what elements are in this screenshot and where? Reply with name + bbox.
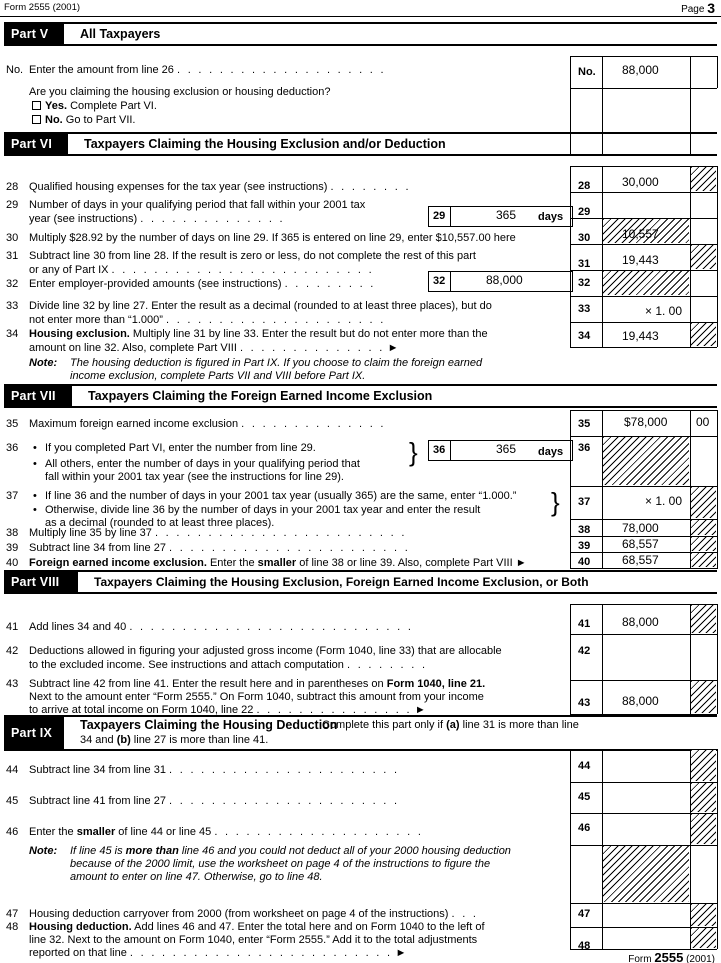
line-36-brace: } bbox=[409, 437, 418, 467]
part-viii-bar bbox=[4, 570, 717, 594]
line-29-unit: days bbox=[538, 211, 564, 223]
line-29-inline-div bbox=[450, 206, 451, 227]
line-44-box-number: 44 bbox=[578, 760, 591, 772]
line-40-value: 68,557 bbox=[622, 553, 659, 567]
line-44-number: 44 bbox=[6, 764, 19, 776]
vii-rule-40 bbox=[570, 568, 717, 569]
line-30-text: Multiply $28.92 by the number of days on line 29. If 365 is entered on line 29, enter $10,557.00 here bbox=[29, 232, 516, 244]
hatch-48-cents bbox=[691, 928, 716, 948]
line-46-note-1: If line 45 is more than line 46 and you could not deduct all of your 2000 housing deduction bbox=[70, 845, 511, 857]
form-id: Form 2555 (2001) bbox=[4, 2, 81, 13]
part-v-tag: Part V bbox=[4, 24, 64, 44]
part-vii-title: Taxpayers Claiming the Foreign Earned Income Exclusion bbox=[88, 389, 433, 403]
no-text: Go to Part VII. bbox=[65, 114, 136, 126]
part-vii-tag: Part VII bbox=[4, 386, 72, 406]
ix-col-rule-1 bbox=[570, 749, 571, 949]
vi-rule-32 bbox=[570, 296, 717, 297]
col-rule-4 bbox=[717, 56, 718, 88]
line-34-note-1: The housing deduction is figured in Part IX. If you choose to claim the foreign earned bbox=[70, 357, 483, 369]
vi-col-rule-4 bbox=[717, 166, 718, 347]
line-35-box-number: 35 bbox=[578, 418, 591, 430]
page-indicator bbox=[681, 0, 715, 16]
line-29-box-number: 29 bbox=[578, 206, 591, 218]
line-43-box-number: 43 bbox=[578, 697, 591, 709]
line-27-number: No. bbox=[6, 64, 24, 76]
hatch-line-32 bbox=[603, 271, 689, 295]
part-vi-bar bbox=[4, 132, 717, 156]
line-29-number: 29 bbox=[6, 199, 19, 211]
hatch-38-cents bbox=[691, 520, 716, 535]
line-37-number: 37 bbox=[6, 490, 19, 502]
vii-col-rule-4 bbox=[717, 410, 718, 569]
line-37-text-1: If line 36 and the number of days in your 2001 tax year (usually 365) are the same, enter “1.000.” bbox=[45, 490, 517, 502]
hatch-line-46-note bbox=[603, 846, 689, 902]
hatch-44-cents bbox=[691, 750, 716, 781]
line-27-yes-option[interactable] bbox=[32, 100, 157, 113]
line-39-box-number: 39 bbox=[578, 540, 591, 552]
line-45-box-number: 45 bbox=[578, 791, 591, 803]
line-33-box-number: 33 bbox=[578, 303, 591, 315]
vii-col-rule-1 bbox=[570, 410, 571, 569]
page-number: 3 bbox=[707, 0, 715, 16]
line-31-number: 31 bbox=[6, 250, 19, 262]
line-27-text: Enter the amount from line 26 . . . . . . . . . . . . . . . . . . . . bbox=[29, 64, 386, 76]
line-33-text-1: Divide line 32 by line 27. Enter the result as a decimal (rounded to at least three places), but do bbox=[29, 300, 492, 312]
ix-col-rule-4 bbox=[717, 749, 718, 949]
part-ix-bar bbox=[4, 715, 717, 751]
line-32-number: 32 bbox=[6, 278, 19, 290]
line-37-bullet-2: • bbox=[33, 504, 37, 516]
line-40-number: 40 bbox=[6, 557, 19, 569]
line-28-number: 28 bbox=[6, 181, 19, 193]
line-30-number: 30 bbox=[6, 232, 19, 244]
line-29-text-1: Number of days in your qualifying period that fall within your 2001 tax bbox=[29, 199, 366, 211]
line-43-text-1: Subtract line 42 from line 41. Enter the result here and in parentheses on Form 1040, line 21. bbox=[29, 678, 486, 690]
line-48-text-1: Housing deduction. Add lines 46 and 47. Enter the total here and on Form 1040 to the left of bbox=[29, 921, 485, 933]
line-31-value: 19,443 bbox=[622, 253, 659, 267]
line-27-box-number: No. bbox=[578, 66, 596, 78]
line-46-note-3: amount to enter on line 47. Otherwise, go to line 48. bbox=[70, 871, 323, 883]
part-v-bar bbox=[4, 22, 717, 46]
footer-form-number: 2555 bbox=[654, 950, 684, 963]
vi-rule-34 bbox=[570, 347, 717, 348]
line-30-value: 10,557 bbox=[622, 227, 659, 241]
footer-label: Form bbox=[628, 954, 652, 963]
line-36-inline-number: 36 bbox=[433, 444, 446, 456]
line-28-box-number: 28 bbox=[578, 180, 591, 192]
line-48-text-3: reported on that line . . . . . . . . . . . . . . . . . . . . . . . . . ► bbox=[29, 947, 407, 959]
part-vi-title: Taxpayers Claiming the Housing Exclusion and/or Deduction bbox=[84, 137, 446, 151]
hatch-41-cents bbox=[691, 605, 716, 633]
viii-col-rule-1 bbox=[570, 604, 571, 714]
page-label: Page bbox=[681, 4, 705, 15]
line-48-number: 48 bbox=[6, 921, 19, 933]
line-36-text-2b: fall within your 2001 tax year (see the instructions for line 29). bbox=[45, 471, 344, 483]
line-34-box-number: 34 bbox=[578, 330, 591, 342]
col-bot-1 bbox=[570, 88, 717, 89]
line-43-number: 43 bbox=[6, 678, 19, 690]
line-29-text-2: year (see instructions) . . . . . . . . . . . . . . bbox=[29, 213, 285, 225]
page-header bbox=[0, 0, 721, 16]
line-34-text-1: Housing exclusion. Multiply line 31 by line 33. Enter the result but do not enter more than the bbox=[29, 328, 488, 340]
line-36-text-2a: All others, enter the number of days in your qualifying period that bbox=[45, 458, 360, 470]
part-v-title: All Taxpayers bbox=[80, 27, 161, 41]
line-43-text-3: to arrive at total income on Form 1040, line 22 . . . . . . . . . . . . . . . ► bbox=[29, 704, 426, 716]
line-36-unit: days bbox=[538, 446, 564, 458]
line-34-value: 19,443 bbox=[622, 329, 659, 343]
line-37-value: × 1. 00 bbox=[645, 494, 683, 508]
line-43-value: 88,000 bbox=[622, 694, 659, 708]
hatch-43-cents bbox=[691, 681, 716, 713]
hatch-47-cents bbox=[691, 904, 716, 926]
vii-top-rule bbox=[570, 410, 717, 411]
line-32-inline-div bbox=[450, 271, 451, 292]
no-label: No. bbox=[45, 114, 63, 126]
line-39-text: Subtract line 34 from line 27 . . . . . . . . . . . . . . . . . . . . . . . bbox=[29, 542, 411, 554]
line-42-box-number: 42 bbox=[578, 645, 591, 657]
line-46-note-2: because of the 2000 limit, use the worksheet on page 4 of the instructions to figure the bbox=[70, 858, 491, 870]
col-top-1 bbox=[570, 56, 717, 57]
line-38-number: 38 bbox=[6, 527, 19, 539]
line-37-box-number: 37 bbox=[578, 496, 591, 508]
line-40-box-number: 40 bbox=[578, 556, 591, 568]
line-42-number: 42 bbox=[6, 645, 19, 657]
line-34-text-2: amount on line 32. Also, complete Part VIII . . . . . . . . . . . . . . ► bbox=[29, 342, 399, 354]
line-37-brace: } bbox=[551, 487, 560, 517]
line-34-number: 34 bbox=[6, 328, 19, 340]
part-ix-sub-2: 34 and (b) line 27 is more than line 41. bbox=[80, 734, 269, 746]
line-45-number: 45 bbox=[6, 795, 19, 807]
line-35-text: Maximum foreign earned income exclusion . . . . . . . . . . . . . . bbox=[29, 418, 386, 430]
line-36-bullet-1: • bbox=[33, 442, 37, 454]
line-36-text-1: If you completed Part VI, enter the number from line 29. bbox=[45, 442, 316, 454]
line-36-inline-div bbox=[450, 440, 451, 461]
hatch-40-cents bbox=[691, 553, 716, 567]
viii-col-rule-2 bbox=[602, 604, 603, 714]
line-41-value: 88,000 bbox=[622, 615, 659, 629]
line-31-text-2: or any of Part IX . . . . . . . . . . . . . . . . . . . . . . . . . bbox=[29, 264, 374, 276]
line-47-text: Housing deduction carryover from 2000 (from worksheet on page 4 of the instructions) . . . bbox=[29, 908, 479, 920]
line-48-text-2: line 32. Next to the amount on Form 1040, enter “Form 2555.” Add it to the total adjustments bbox=[29, 934, 478, 946]
line-28-text: Qualified housing expenses for the tax year (see instructions) . . . . . . . . bbox=[29, 181, 411, 193]
hatch-31-cents bbox=[691, 245, 716, 269]
hatch-34-cents bbox=[691, 323, 716, 346]
line-38-text: Multiply line 35 by line 37 . . . . . . . . . . . . . . . . . . . . . . . . bbox=[29, 527, 407, 539]
part-vi-tag: Part VI bbox=[4, 134, 68, 154]
line-28-value: 30,000 bbox=[622, 175, 659, 189]
line-43-text-2: Next to the amount enter “Form 2555.” On Form 1040, subtract this amount from your income bbox=[29, 691, 484, 703]
line-46-number: 46 bbox=[6, 826, 19, 838]
line-44-text: Subtract line 34 from line 31 . . . . . . . . . . . . . . . . . . . . . . bbox=[29, 764, 400, 776]
no-checkbox[interactable] bbox=[32, 115, 41, 124]
header-rule bbox=[0, 16, 721, 17]
yes-text: Complete Part VI. bbox=[70, 100, 157, 112]
line-38-value: 78,000 bbox=[622, 521, 659, 535]
part-vii-bar bbox=[4, 384, 717, 408]
line-27-no-option[interactable] bbox=[32, 114, 136, 127]
footer-year: (2001) bbox=[686, 954, 715, 963]
line-46-text: Enter the smaller of line 44 or line 45 . . . . . . . . . . . . . . . . . . . . bbox=[29, 826, 424, 838]
viii-rule-41 bbox=[570, 634, 717, 635]
hatch-46-cents bbox=[691, 814, 716, 844]
line-41-box-number: 41 bbox=[578, 618, 591, 630]
line-32-box-number: 32 bbox=[578, 277, 591, 289]
part-ix-sub-1: Complete this part only if (a) line 31 is more than line bbox=[322, 719, 579, 731]
vii-col-rule-2 bbox=[602, 410, 603, 569]
line-38-box-number: 38 bbox=[578, 524, 591, 536]
hatch-line-36 bbox=[603, 437, 689, 485]
viii-col-rule-4 bbox=[717, 604, 718, 714]
yes-checkbox[interactable] bbox=[32, 101, 41, 110]
line-31-text-1: Subtract line 30 from line 28. If the result is zero or less, do not complete the rest of this part bbox=[29, 250, 476, 262]
vi-rule-28 bbox=[570, 192, 717, 193]
line-36-bullet-2: • bbox=[33, 458, 37, 470]
line-33-value: × 1. 00 bbox=[645, 304, 683, 318]
line-29-inline-number: 29 bbox=[433, 210, 446, 222]
line-30-box-number: 30 bbox=[578, 232, 591, 244]
line-33-text-2: not enter more than “1.000” . . . . . . . . . . . . . . . . . . . . . bbox=[29, 314, 386, 326]
line-42-text-1: Deductions allowed in figuring your adjusted gross income (Form 1040, line 33) that are allocable bbox=[29, 645, 502, 657]
line-45-text: Subtract line 41 from line 27 . . . . . . . . . . . . . . . . . . . . . . bbox=[29, 795, 400, 807]
line-40-text: Foreign earned income exclusion. Enter the smaller of line 38 or line 39. Also, complete Part VIII ► bbox=[29, 557, 527, 569]
vi-col-rule-2 bbox=[602, 166, 603, 347]
line-27-value: 88,000 bbox=[622, 63, 659, 77]
line-47-box-number: 47 bbox=[578, 908, 591, 920]
line-37-text-2a: Otherwise, divide line 36 by the number of days in your 2001 tax year and enter the result bbox=[45, 504, 481, 516]
line-37-text-2b: as a decimal (rounded to at least three places). bbox=[45, 517, 275, 529]
hatch-39-cents bbox=[691, 537, 716, 551]
line-36-number: 36 bbox=[6, 442, 19, 454]
line-27-question: Are you claiming the housing exclusion or housing deduction? bbox=[29, 86, 331, 98]
line-33-number: 33 bbox=[6, 300, 19, 312]
line-41-number: 41 bbox=[6, 621, 19, 633]
line-37-bullet-1: • bbox=[33, 490, 37, 502]
line-39-value: 68,557 bbox=[622, 537, 659, 551]
hatch-28-cents bbox=[691, 167, 716, 191]
line-46-box-number: 46 bbox=[578, 822, 591, 834]
line-46-note-label: Note: bbox=[29, 845, 58, 857]
line-48-box-number: 48 bbox=[578, 940, 591, 952]
line-35-number: 35 bbox=[6, 418, 19, 430]
part-ix-tag: Part IX bbox=[4, 717, 64, 749]
line-32-inline-number: 32 bbox=[433, 275, 446, 287]
line-39-number: 39 bbox=[6, 542, 19, 554]
line-35-value: $78,000 bbox=[624, 415, 668, 429]
yes-label: Yes. bbox=[45, 100, 68, 112]
line-34-note-2: income exclusion, complete Parts VII and VIII before Part IX. bbox=[70, 370, 366, 382]
line-42-text-2: to the excluded income. See instructions and attach computation . . . . . . . . bbox=[29, 659, 428, 671]
line-29-inline-value: 365 bbox=[496, 208, 517, 222]
line-41-text: Add lines 34 and 40 . . . . . . . . . . . . . . . . . . . . . . . . . . . bbox=[29, 621, 414, 633]
line-36-inline-value: 365 bbox=[496, 442, 517, 456]
hatch-37-cents bbox=[691, 487, 716, 518]
hatch-45-cents bbox=[691, 783, 716, 812]
line-47-number: 47 bbox=[6, 908, 19, 920]
line-32-text: Enter employer-provided amounts (see instructions) . . . . . . . . . bbox=[29, 278, 376, 290]
line-36-box-number: 36 bbox=[578, 442, 591, 454]
part-ix-title: Taxpayers Claiming the Housing Deduction bbox=[80, 718, 338, 732]
form-footer bbox=[628, 950, 715, 963]
line-32-inline-value: 88,000 bbox=[486, 273, 523, 287]
line-31-box-number: 31 bbox=[578, 258, 591, 270]
vi-col-rule-1 bbox=[570, 166, 571, 347]
line-35-cents: 00 bbox=[696, 415, 710, 429]
part-viii-title: Taxpayers Claiming the Housing Exclusion, Foreign Earned Income Exclusion, or Both bbox=[94, 575, 589, 589]
part-viii-tag: Part VIII bbox=[4, 572, 78, 592]
line-34-note-label: Note: bbox=[29, 357, 58, 369]
